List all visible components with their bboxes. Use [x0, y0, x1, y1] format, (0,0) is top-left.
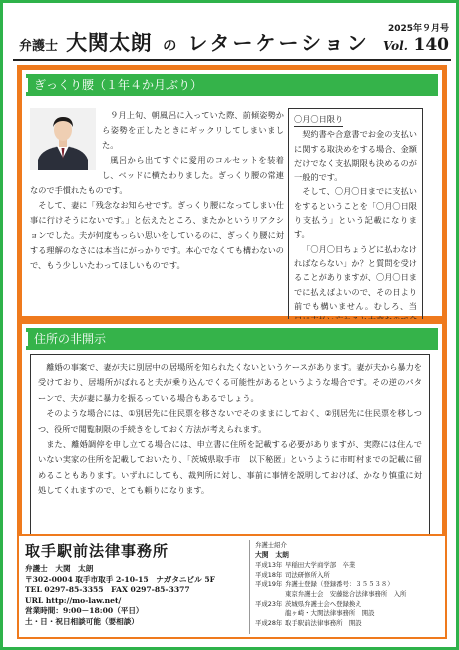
volume-label: Vol.	[382, 39, 408, 53]
section-title: 住所の非開示	[34, 332, 107, 346]
history-year	[255, 590, 285, 600]
hours-line: 営業時間：9:00－18:00（平日）	[25, 606, 144, 615]
history-text: 司法研修所入所	[285, 570, 330, 579]
article-body	[30, 354, 430, 538]
history-text: 弁護士登録（登録番号：３５５３８）	[285, 580, 394, 589]
history-year: 平成18年	[255, 570, 283, 579]
history-year	[255, 609, 285, 619]
history-row	[255, 580, 445, 590]
title-particle: の	[163, 39, 177, 54]
header-divider	[13, 59, 451, 61]
title-prefix: 弁護士	[19, 39, 59, 54]
history-text: 茨城県弁護士会へ登録換え	[285, 599, 362, 608]
article-paragraph: 離婚の事案で、妻が夫に別居中の居場所を知られたくないというケースがあります。妻が夫から暴力を受けており、居場所がばれると夫が乗り込んでくる可能性があるというような場合です。その逆のパターンで、夫が妻に暴力を振るっている場合もあるでしょう。	[38, 362, 422, 403]
history-year: 平成28年	[255, 618, 283, 627]
section-gikkurigoshi	[17, 65, 447, 321]
history-row	[255, 600, 445, 610]
author-portrait-icon	[30, 108, 96, 170]
issue-date: 2025年９月号	[387, 24, 449, 34]
newsletter-name: レターケーション	[187, 31, 370, 55]
footer-office-info	[17, 534, 447, 639]
history-row	[255, 590, 445, 600]
history-row	[255, 571, 445, 581]
article-paragraph: また、離婚調停を申し立てる場合には、申立書に住所を記載する必要がありますが、実際には住んでいない実家の住所を記載しておいたり、「茨城県取手市 以下秘匿」というように市町村までの記載に留めることもあります。いずれにしても、裁判所に対し、事前に事情を説明しておけば、かなり慎重に対処してくれますので、とても頼りになります。	[38, 439, 422, 496]
history-text: 早稲田大学商学部 卒業	[285, 561, 356, 570]
lawyer-profile	[255, 541, 445, 628]
author-photo	[30, 108, 96, 170]
history-year: 平成13年	[255, 561, 283, 570]
section-title-band	[26, 74, 438, 96]
sidebar-paragraph: 「〇月〇日ちょうどに払わなければならない」か？と質問を受けることがありますが、〇月〇日までに払えばよいので、その日より前でも構いません。むしろ、当	[294, 243, 417, 311]
history-text: 龍ヶ崎・大関法律事務所 開設	[285, 609, 375, 618]
footer-divider	[249, 540, 250, 634]
article-paragraph: そのような場合には、①別居先に住民票を移さないでそのままにしておく、②別居先に住民票を移しつつ、役所で閲覧制限の手続きをしておく方法が考えられます。	[38, 408, 422, 434]
history-text: 取手駅前法律事務所 開設	[285, 618, 362, 627]
lawyer-line: 弁護士 大関 太朗	[25, 564, 94, 573]
profile-heading: 弁護士紹介	[255, 541, 287, 549]
volume-number	[383, 35, 449, 55]
section-title: ぎっくり腰（１年４か月ぶり）	[34, 78, 203, 92]
firm-name: 取手駅前法律事務所	[25, 542, 170, 560]
history-row	[255, 561, 445, 571]
newsletter-title	[19, 27, 370, 57]
phone-fax-line: TEL 0297-85-3355 FAX 0297-85-3377	[25, 585, 190, 594]
profile-name: 大関 太朗	[255, 550, 289, 559]
article-paragraph: 風呂から出てすぐに愛用のコルセットを装着し、ベッドに横たわりました。ぎっくり腰の常連なので手慣れたものです。	[30, 155, 284, 195]
section-title-band	[26, 328, 438, 350]
sidebar-paragraph: 契約書や合意書でお金の支払いに関する取決めをする場合、金額だけでなく支払期限も決めるのが一般的です。	[294, 129, 417, 183]
sidebar-title: 〇月〇日限り	[294, 112, 343, 127]
url-line: URL http://mo-law.net/	[25, 595, 122, 605]
history-row	[255, 609, 445, 619]
history-text: 東京弁護士会 安藤総合法律事務所 入所	[285, 589, 407, 598]
address-line: 〒302-0004 取手市取手 2-10-15 ナガタニビル 5F	[25, 574, 216, 584]
lawyer-name: 大関太朗	[66, 31, 153, 55]
sidebar-column	[288, 108, 423, 340]
article-paragraph: そして、妻に「残念なお知らせです。ぎっくり腰になってしまい仕事に行けそうにないです。」と伝えたところ、またかというリアクションでした。夫が何度もっらい思いをしているのに、ぎっくり腰に対する理解のなさには本当にがっかりです。本心でなくても構わないので、もう少しいたわってほしいものです。	[30, 200, 284, 270]
section-address-nondisclosure	[17, 319, 447, 541]
article-paragraph: ９月上旬、朝風呂に入っていた際、前傾姿勢から姿勢を正したときにギックリしてしまいました。	[102, 110, 284, 150]
history-row	[255, 619, 445, 629]
history-year: 平成19年	[255, 580, 283, 589]
newsletter-header	[13, 13, 451, 55]
article-body	[30, 108, 284, 273]
office-contact	[25, 540, 243, 627]
volume-value: 140	[413, 35, 449, 55]
history-year: 平成23年	[255, 599, 283, 608]
weekend-line: 土・日・祝日相談可能（要相談）	[25, 616, 139, 626]
sidebar-paragraph: そして、〇月〇日までに支払いをするということを「〇月〇日限り支払う」という記載になります。	[294, 186, 417, 240]
